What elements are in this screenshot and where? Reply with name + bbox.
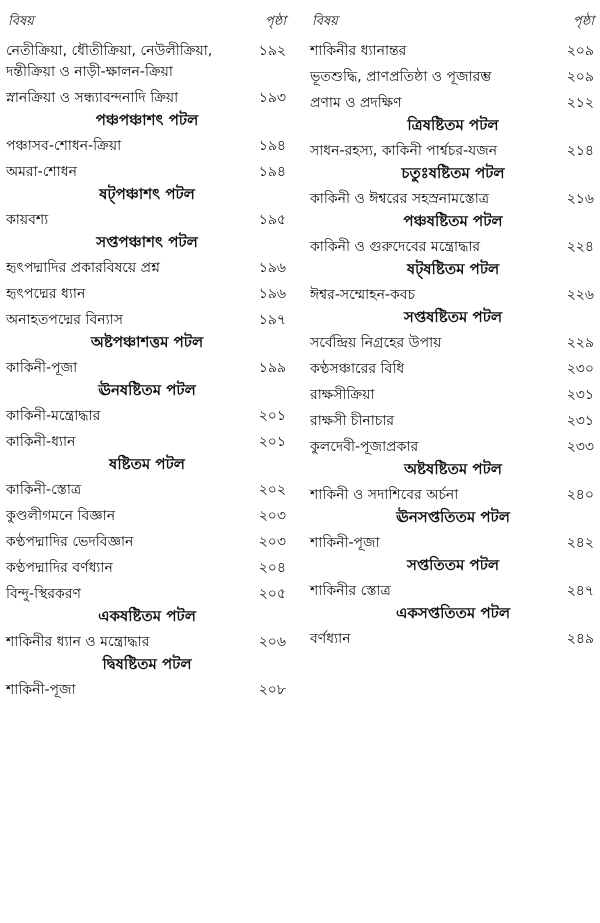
entry-title: শাকিনী-পূজা xyxy=(6,682,76,698)
entry-page-number: ২০১ xyxy=(258,434,286,450)
entry-page-number: ১৯৪ xyxy=(258,164,286,180)
entry-page-number: ২০৬ xyxy=(258,634,286,650)
topic-heading: বিষয় xyxy=(312,14,338,29)
entry-title: কাকিনী-ধ্যান xyxy=(6,434,76,450)
toc-entry xyxy=(310,285,596,306)
toc-entry xyxy=(310,485,596,506)
entry-page-number: ২১৪ xyxy=(566,143,594,159)
entry-page-number: ১৯৯ xyxy=(258,360,286,376)
toc-entry xyxy=(310,141,596,162)
toc-entry xyxy=(6,406,288,427)
section-heading: ষষ্টিতম পটল xyxy=(109,455,185,473)
toc-entry xyxy=(310,359,596,380)
entry-page-number: ২২৬ xyxy=(566,287,594,303)
entry-title: অনাহতপদ্মের বিন্যাস xyxy=(6,312,123,328)
entry-page-number: ২৩১ xyxy=(566,387,594,403)
section-heading: অষ্টপঞ্চাশত্তম পটল xyxy=(90,333,204,351)
entry-title: কণ্ঠপদ্মাদির বর্ণধ্যান xyxy=(6,560,113,576)
entry-page-number: ২১২ xyxy=(566,95,594,111)
entry-title: কাকিনী-স্তোত্র xyxy=(6,482,82,498)
toc-left-column xyxy=(6,6,288,701)
entry-page-number: ২০৯ xyxy=(566,69,594,85)
entry-page-number: ২২৯ xyxy=(566,335,594,351)
toc-entry xyxy=(6,584,288,605)
entry-page-number: ২৩৩ xyxy=(566,439,594,455)
entry-page-number: ১৯৬ xyxy=(258,286,286,302)
page-heading: পৃষ্ঠা xyxy=(572,14,594,29)
toc-entry xyxy=(6,632,288,653)
toc-entry xyxy=(6,310,288,331)
entry-page-number: ১৯২ xyxy=(258,43,286,59)
entry-page-number: ২০৩ xyxy=(258,508,286,524)
section-heading: ঊনষষ্টিতম পটল xyxy=(98,381,196,399)
toc-entry xyxy=(6,284,288,305)
entry-title: কাকিনী-মন্ত্রোদ্ধার xyxy=(6,408,101,424)
entry-page-number: ২৩১ xyxy=(566,413,594,429)
toc-entry xyxy=(6,506,288,527)
entry-page-number: ২২৪ xyxy=(566,239,594,255)
entry-title: স্নানক্রিয়া ও সন্ধ্যাবন্দনাদি ক্রিয়া xyxy=(6,90,179,106)
entry-title: কণ্ঠসঞ্চারের বিধি xyxy=(310,361,405,377)
section-heading: সপ্ততিতম পটল xyxy=(406,556,500,574)
entry-page-number: ২০১ xyxy=(258,408,286,424)
entry-title: অমরা-শোধন xyxy=(6,164,77,180)
section-heading: একষষ্টিতম পটল xyxy=(98,607,196,625)
entry-title: কুলদেবী-পূজাপ্রকার xyxy=(310,439,419,455)
entry-page-number: ১৯৭ xyxy=(258,312,286,328)
entry-title: শাকিনীর ধ্যান ও মন্ত্রোদ্ধার xyxy=(6,634,150,650)
entry-title: বিন্দু-স্থিরকরণ xyxy=(6,586,82,602)
entry-page-number: ২৪২ xyxy=(566,535,594,551)
section-heading: ষট্পঞ্চাশৎ পটল xyxy=(99,185,195,203)
entry-title: কণ্ঠপদ্মাদির ভেদবিজ্ঞান xyxy=(6,534,134,550)
entry-page-number: ২০৩ xyxy=(258,534,286,550)
entry-page-number: ১৯৪ xyxy=(258,138,286,154)
section-heading: সপ্তপঞ্চাশৎ পটল xyxy=(96,233,198,251)
toc-entry xyxy=(310,67,596,88)
entry-page-number: ১৯৬ xyxy=(258,260,286,276)
topic-heading: বিষয় xyxy=(8,14,34,29)
toc-entry xyxy=(6,136,288,157)
entry-title: কাকিনী ও ঈশ্বরের সহস্রনামস্তোত্র xyxy=(310,191,490,207)
toc-entry xyxy=(310,333,596,354)
entry-page-number: ২১৬ xyxy=(566,191,594,207)
toc-entry xyxy=(310,385,596,406)
section-heading: দ্বিষষ্টিতম পটল xyxy=(102,655,192,673)
toc-entry xyxy=(310,581,596,602)
entry-title: বর্ণধ্যান xyxy=(310,631,351,647)
entry-title: সাধন-রহস্য, কাকিনী পার্শ্বচর-যজন xyxy=(310,143,498,159)
entry-title: ঈশ্বর-সম্মোহন-কবচ xyxy=(310,287,416,303)
entry-title: কুণ্ডলীগমনে বিজ্ঞান xyxy=(6,508,116,524)
entry-title: শাকিনীর স্তোত্র xyxy=(310,583,391,599)
toc-entry xyxy=(6,210,288,231)
toc-entry xyxy=(310,237,596,258)
toc-header xyxy=(6,6,288,36)
entry-page-number: ২৪৭ xyxy=(566,583,594,599)
section-heading: সপ্তষষ্টিতম পটল xyxy=(403,308,503,326)
entry-title: রাক্ষসীক্রিয়া xyxy=(310,387,375,403)
entry-title: কায়বশ্য xyxy=(6,212,49,228)
entry-title: পঞ্চাসব-শোধন-ক্রিয়া xyxy=(6,138,122,154)
entry-page-number: ২০৫ xyxy=(258,586,286,602)
entry-page-number: ১৯৩ xyxy=(258,90,286,106)
entry-title: কাকিনী-পূজা xyxy=(6,360,78,376)
section-heading: ষট্ষষ্টিতম পটল xyxy=(406,260,500,278)
entry-title: হৃৎপদ্মাদির প্রকারবিষয়ে প্রশ্ন xyxy=(6,260,160,276)
entry-page-number: ২০৯ xyxy=(566,43,594,59)
entry-page-number: ২৩০ xyxy=(566,361,594,377)
toc-entry xyxy=(310,411,596,432)
entry-page-number: ২০২ xyxy=(258,482,286,498)
entry-title: শাকিনীর ধ্যানান্তর xyxy=(310,43,407,59)
entry-title: প্রণাম ও প্রদক্ষিণ xyxy=(310,95,402,111)
toc-entry xyxy=(6,88,288,109)
section-heading: অষ্টষষ্টিতম পটল xyxy=(404,460,502,478)
toc-entry xyxy=(6,358,288,379)
entry-title: শাকিনী ও সদাশিবের অর্চনা xyxy=(310,487,459,503)
entry-page-number: ১৯৫ xyxy=(258,212,286,228)
entry-page-number: ২৪০ xyxy=(566,487,594,503)
toc-entry xyxy=(310,437,596,458)
toc-entry xyxy=(6,558,288,579)
section-heading: পঞ্চষষ্টিতম পটল xyxy=(403,212,503,230)
entry-title: রাক্ষসী চীনাচার xyxy=(310,413,395,429)
toc-entry xyxy=(310,93,596,114)
entry-title: নেতীক্রিয়া, ধৌতীক্রিয়া, নেউলীক্রিয়া, দন্তীক্রিয়া ও নাড়ী-ক্ষালন-ক্রিয়া xyxy=(6,43,213,80)
toc-entry xyxy=(6,532,288,553)
entry-title: শাকিনী-পূজা xyxy=(310,535,380,551)
section-heading: পঞ্চপঞ্চাশৎ পটল xyxy=(95,111,199,129)
toc-list xyxy=(310,41,596,650)
toc-entry xyxy=(6,258,288,279)
toc-entry xyxy=(6,41,288,83)
entry-title: ভূতশুদ্ধি, প্রাণপ্রতিষ্ঠা ও পূজারম্ভ xyxy=(310,69,492,85)
section-heading: একসপ্ততিতম পটল xyxy=(395,604,511,622)
toc-entry xyxy=(310,189,596,210)
page-heading: পৃষ্ঠা xyxy=(264,14,286,29)
entry-title: কাকিনী ও গুরুদেবের মন্ত্রোদ্ধার xyxy=(310,239,481,255)
entry-page-number: ২০৪ xyxy=(258,560,286,576)
entry-page-number: ২০৮ xyxy=(258,682,286,698)
entry-title: হৃৎপদ্মের ধ্যান xyxy=(6,286,86,302)
toc-entry xyxy=(310,41,596,62)
toc-entry xyxy=(6,480,288,501)
toc-entry xyxy=(6,162,288,183)
entry-page-number: ২৪৯ xyxy=(566,631,594,647)
toc-right-column xyxy=(310,6,596,650)
toc-entry xyxy=(310,629,596,650)
section-heading: ত্রিষষ্টিতম পটল xyxy=(407,116,499,134)
section-heading: চতুঃষষ্টিতম পটল xyxy=(401,164,505,182)
toc-entry xyxy=(6,432,288,453)
section-heading: ঊনসপ্ততিতম পটল xyxy=(396,508,510,526)
entry-title: সর্বেন্দ্রিয় নিগ্রহের উপায় xyxy=(310,335,442,351)
toc-header xyxy=(310,6,596,36)
toc-entry xyxy=(310,533,596,554)
toc-entry xyxy=(6,680,288,701)
toc-list xyxy=(6,41,288,701)
